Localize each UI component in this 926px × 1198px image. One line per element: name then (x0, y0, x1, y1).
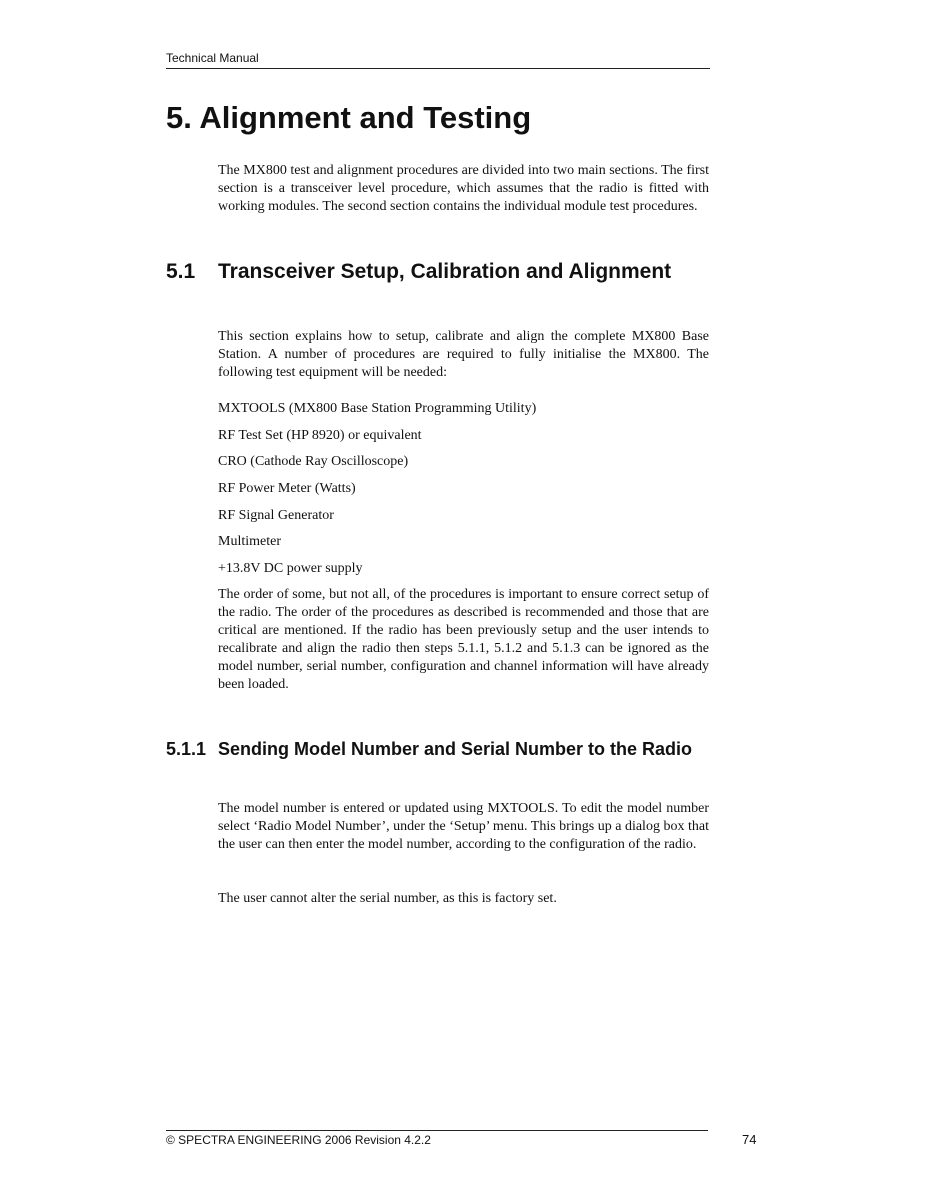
subsubsection-heading (166, 737, 726, 761)
page-header (166, 50, 710, 69)
section-number: 5. (166, 100, 192, 135)
subsubsection-number: 5.1.1 (166, 739, 207, 759)
page-number: 74 (742, 1132, 757, 1147)
section-heading (166, 98, 531, 138)
equipment-item: RF Power Meter (Watts) (218, 481, 356, 496)
equipment-item: CRO (Cathode Ray Oscilloscope) (218, 454, 409, 469)
subsection-number: 5.1 (166, 260, 196, 283)
footer-rule (166, 1130, 708, 1131)
model-number-paragraph: The model number is entered or updated using MXTOOLS. To edit the model number select ‘Radio Model Number’, under the ‘Setup’ menu. This brings up a dialog box that the user can then enter the model number, according to the configuration of the radio. (218, 801, 709, 852)
subsection-heading (166, 259, 726, 285)
section-intro-paragraph: The MX800 test and alignment procedures are divided into two main sections. The first section is a transceiver level procedure, which assumes that the radio is fitted with working modules. The second section contains the individual module test procedures. (218, 163, 709, 214)
subsubsection-title: Sending Model Number and Serial Number to the Radio (218, 739, 693, 759)
section-title: Alignment and Testing (199, 100, 532, 135)
equipment-item: RF Signal Generator (218, 508, 334, 523)
subsection-title: Transceiver Setup, Calibration and Alignment (218, 260, 672, 283)
serial-number-paragraph: The user cannot alter the serial number, as this is factory set. (218, 891, 557, 906)
equipment-item: MXTOOLS (MX800 Base Station Programming Utility) (218, 401, 537, 416)
equipment-item: RF Test Set (HP 8920) or equivalent (218, 428, 422, 443)
equipment-item: +13.8V DC power supply (218, 561, 363, 576)
header-title: Technical Manual (166, 51, 259, 65)
equipment-item: Multimeter (218, 534, 281, 549)
footer-copyright: © SPECTRA ENGINEERING 2006 Revision 4.2.2 (166, 1133, 431, 1147)
procedure-order-paragraph: The order of some, but not all, of the procedures is important to ensure correct setup of the radio. The order of the procedures as described is recommended and those that are critical are mentioned. If the radio has been previously setup and the user intends to recalibrate and align the radio then steps 5.1.1, 5.1.2 and 5.1.3 can be ignored as the model number, serial number, configuration and channel information will have already been loaded. (218, 587, 709, 692)
subsection-intro-paragraph: This section explains how to setup, calibrate and align the complete MX800 Base Station. A number of procedures are required to fully initialise the MX800. The following test equipment will be needed: (218, 329, 709, 380)
